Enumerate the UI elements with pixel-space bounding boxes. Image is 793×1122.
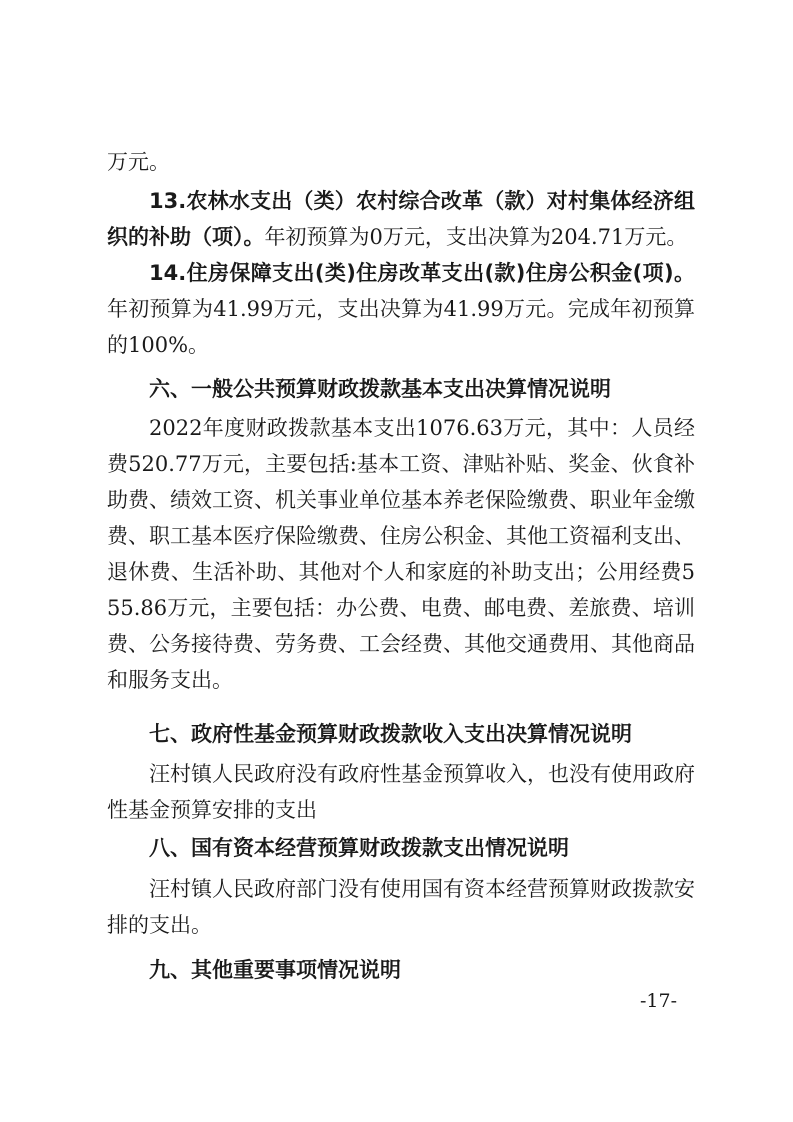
page-number: -17-	[640, 990, 678, 1012]
item-14-title: 14.住房保障支出(类)住房改革支出(款)住房公积金(项)。	[149, 261, 695, 285]
item-14-body: 年初预算为41.99万元，支出决算为41.99万元。完成年初预算的100%。	[107, 297, 695, 357]
section-heading-7: 七、政府性基金预算财政拨款收入支出决算情况说明	[149, 722, 632, 746]
paragraph-item-13	[107, 183, 695, 255]
section-6-paragraph: 2022年度财政拨款基本支出1076.63万元，其中：人员经费520.77万元，主要包括:基本工资、津贴补贴、奖金、伙食补助费、绩效工资、机关事业单位基本养老保险缴费、职业年金缴费、职工基本医疗保险缴费、住房公积金、其他工资福利支出、退休费、生活补助、其他对个人和家庭的补助支出；公用经费555.86万元，主要包括：办公费、电费、邮电费、差旅费、培训费、公务接待费、劳务费、工会经费、其他交通费用、其他商品和服务支出。	[107, 416, 695, 692]
section-7-paragraph: 汪村镇人民政府没有政府性基金预算收入，也没有使用政府性基金预算安排的支出	[107, 762, 695, 822]
section-heading-6: 六、一般公共预算财政拨款基本支出决算情况说明	[149, 377, 611, 401]
section-heading-9: 九、其他重要事项情况说明	[149, 958, 401, 982]
item-13-title: 13.农林水支出（类）农村综合改革（款）对村集体经济组织的补助（项）。	[107, 189, 695, 249]
continuation-text: 万元。	[107, 150, 170, 174]
section-heading-8: 八、国有资本经营预算财政拨款支出情况说明	[149, 836, 569, 860]
item-13-body: 年初预算为0万元，支出决算为204.71万元。	[264, 225, 688, 249]
paragraph-item-14	[107, 255, 695, 363]
section-8-paragraph: 汪村镇人民政府部门没有使用国有资本经营预算财政拨款安排的支出。	[107, 877, 695, 937]
paragraph-continuation	[107, 144, 695, 180]
